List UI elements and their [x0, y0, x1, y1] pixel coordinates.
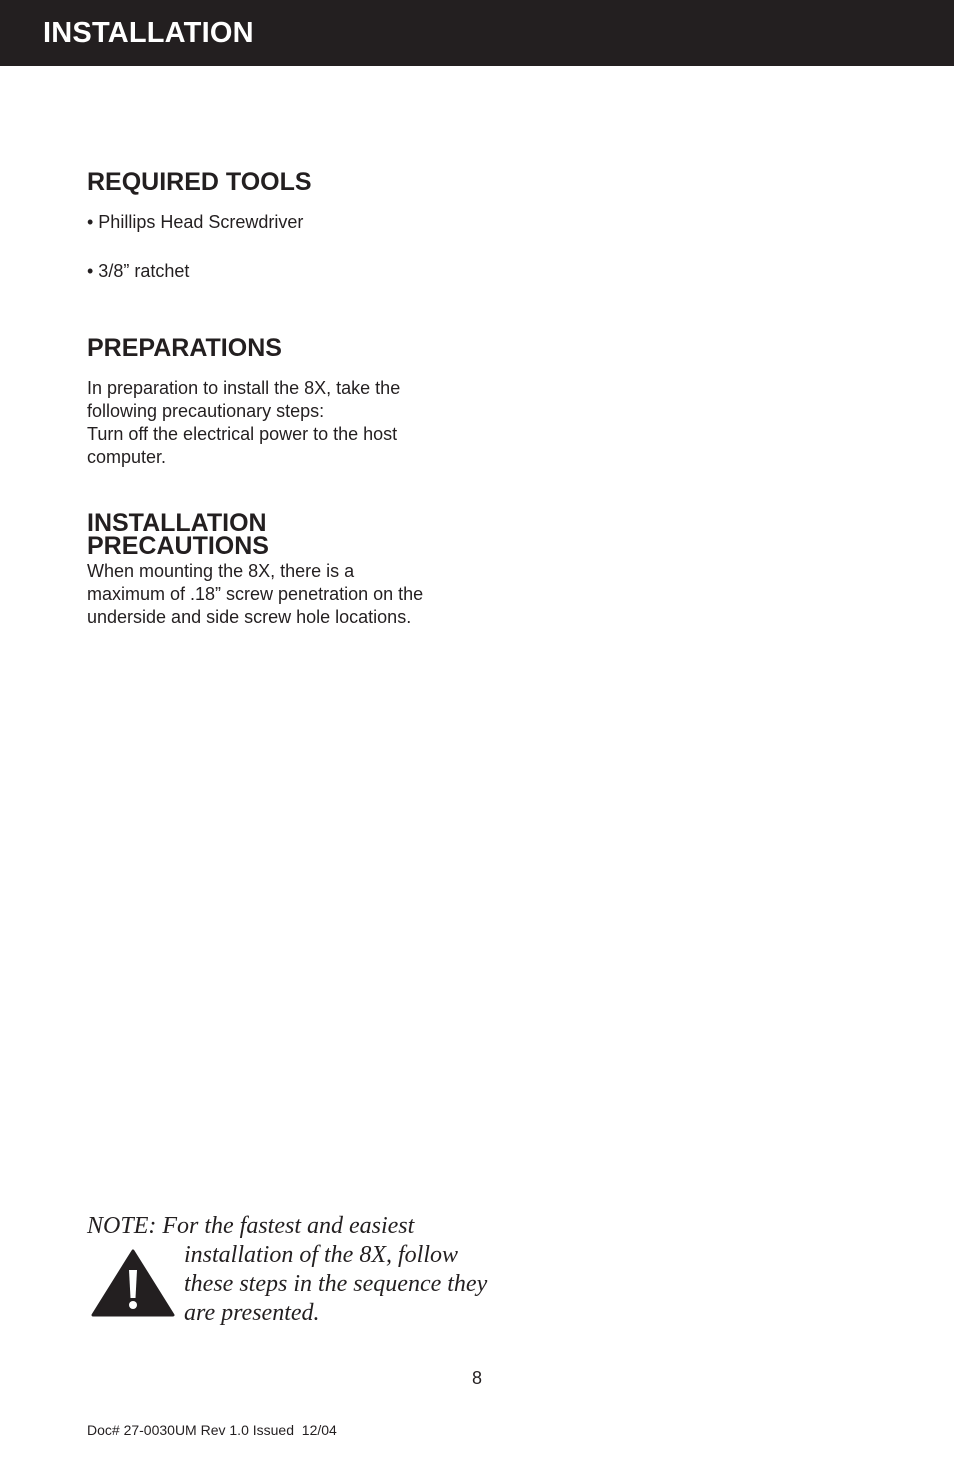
note-block	[87, 1212, 487, 1332]
preparations-line: Turn off the electrical power to the host	[87, 424, 398, 444]
header-bar	[0, 0, 954, 66]
heading-line: INSTALLATION	[87, 509, 267, 537]
page-number: 8	[471, 1368, 482, 1388]
note-first-line: NOTE: For the fastest and easiest	[87, 1213, 415, 1239]
note-line: installation of the 8X, follow	[184, 1242, 459, 1268]
precautions-line: underside and side screw hole locations.	[87, 607, 412, 627]
required-tools-list	[87, 211, 303, 283]
precautions-line: When mounting the 8X, there is a	[87, 561, 355, 581]
preparations-line: In preparation to install the 8X, take the	[87, 378, 401, 398]
header-title: INSTALLATION	[43, 17, 254, 49]
required-tools-heading: REQUIRED TOOLS	[87, 168, 312, 196]
note-line: are presented.	[184, 1300, 320, 1326]
footer-doc-info: Doc# 27-0030UM Rev 1.0 Issued 12/04	[87, 1422, 337, 1438]
heading-line: PRECAUTIONS	[87, 532, 269, 560]
installation-precautions-text	[87, 560, 423, 629]
installation-precautions-heading	[87, 509, 269, 560]
preparations-heading: PREPARATIONS	[87, 334, 282, 362]
tool-item: • 3/8” ratchet	[87, 261, 190, 281]
preparations-text	[87, 377, 400, 469]
preparations-line: computer.	[87, 447, 167, 467]
note-line: these steps in the sequence they	[184, 1271, 488, 1297]
precautions-line: maximum of .18” screw penetration on the	[87, 584, 424, 604]
tool-item: • Phillips Head Screwdriver	[87, 212, 304, 232]
warning-triangle-icon	[91, 1248, 175, 1318]
note-body	[184, 1241, 487, 1328]
preparations-line: following precautionary steps:	[87, 401, 325, 421]
